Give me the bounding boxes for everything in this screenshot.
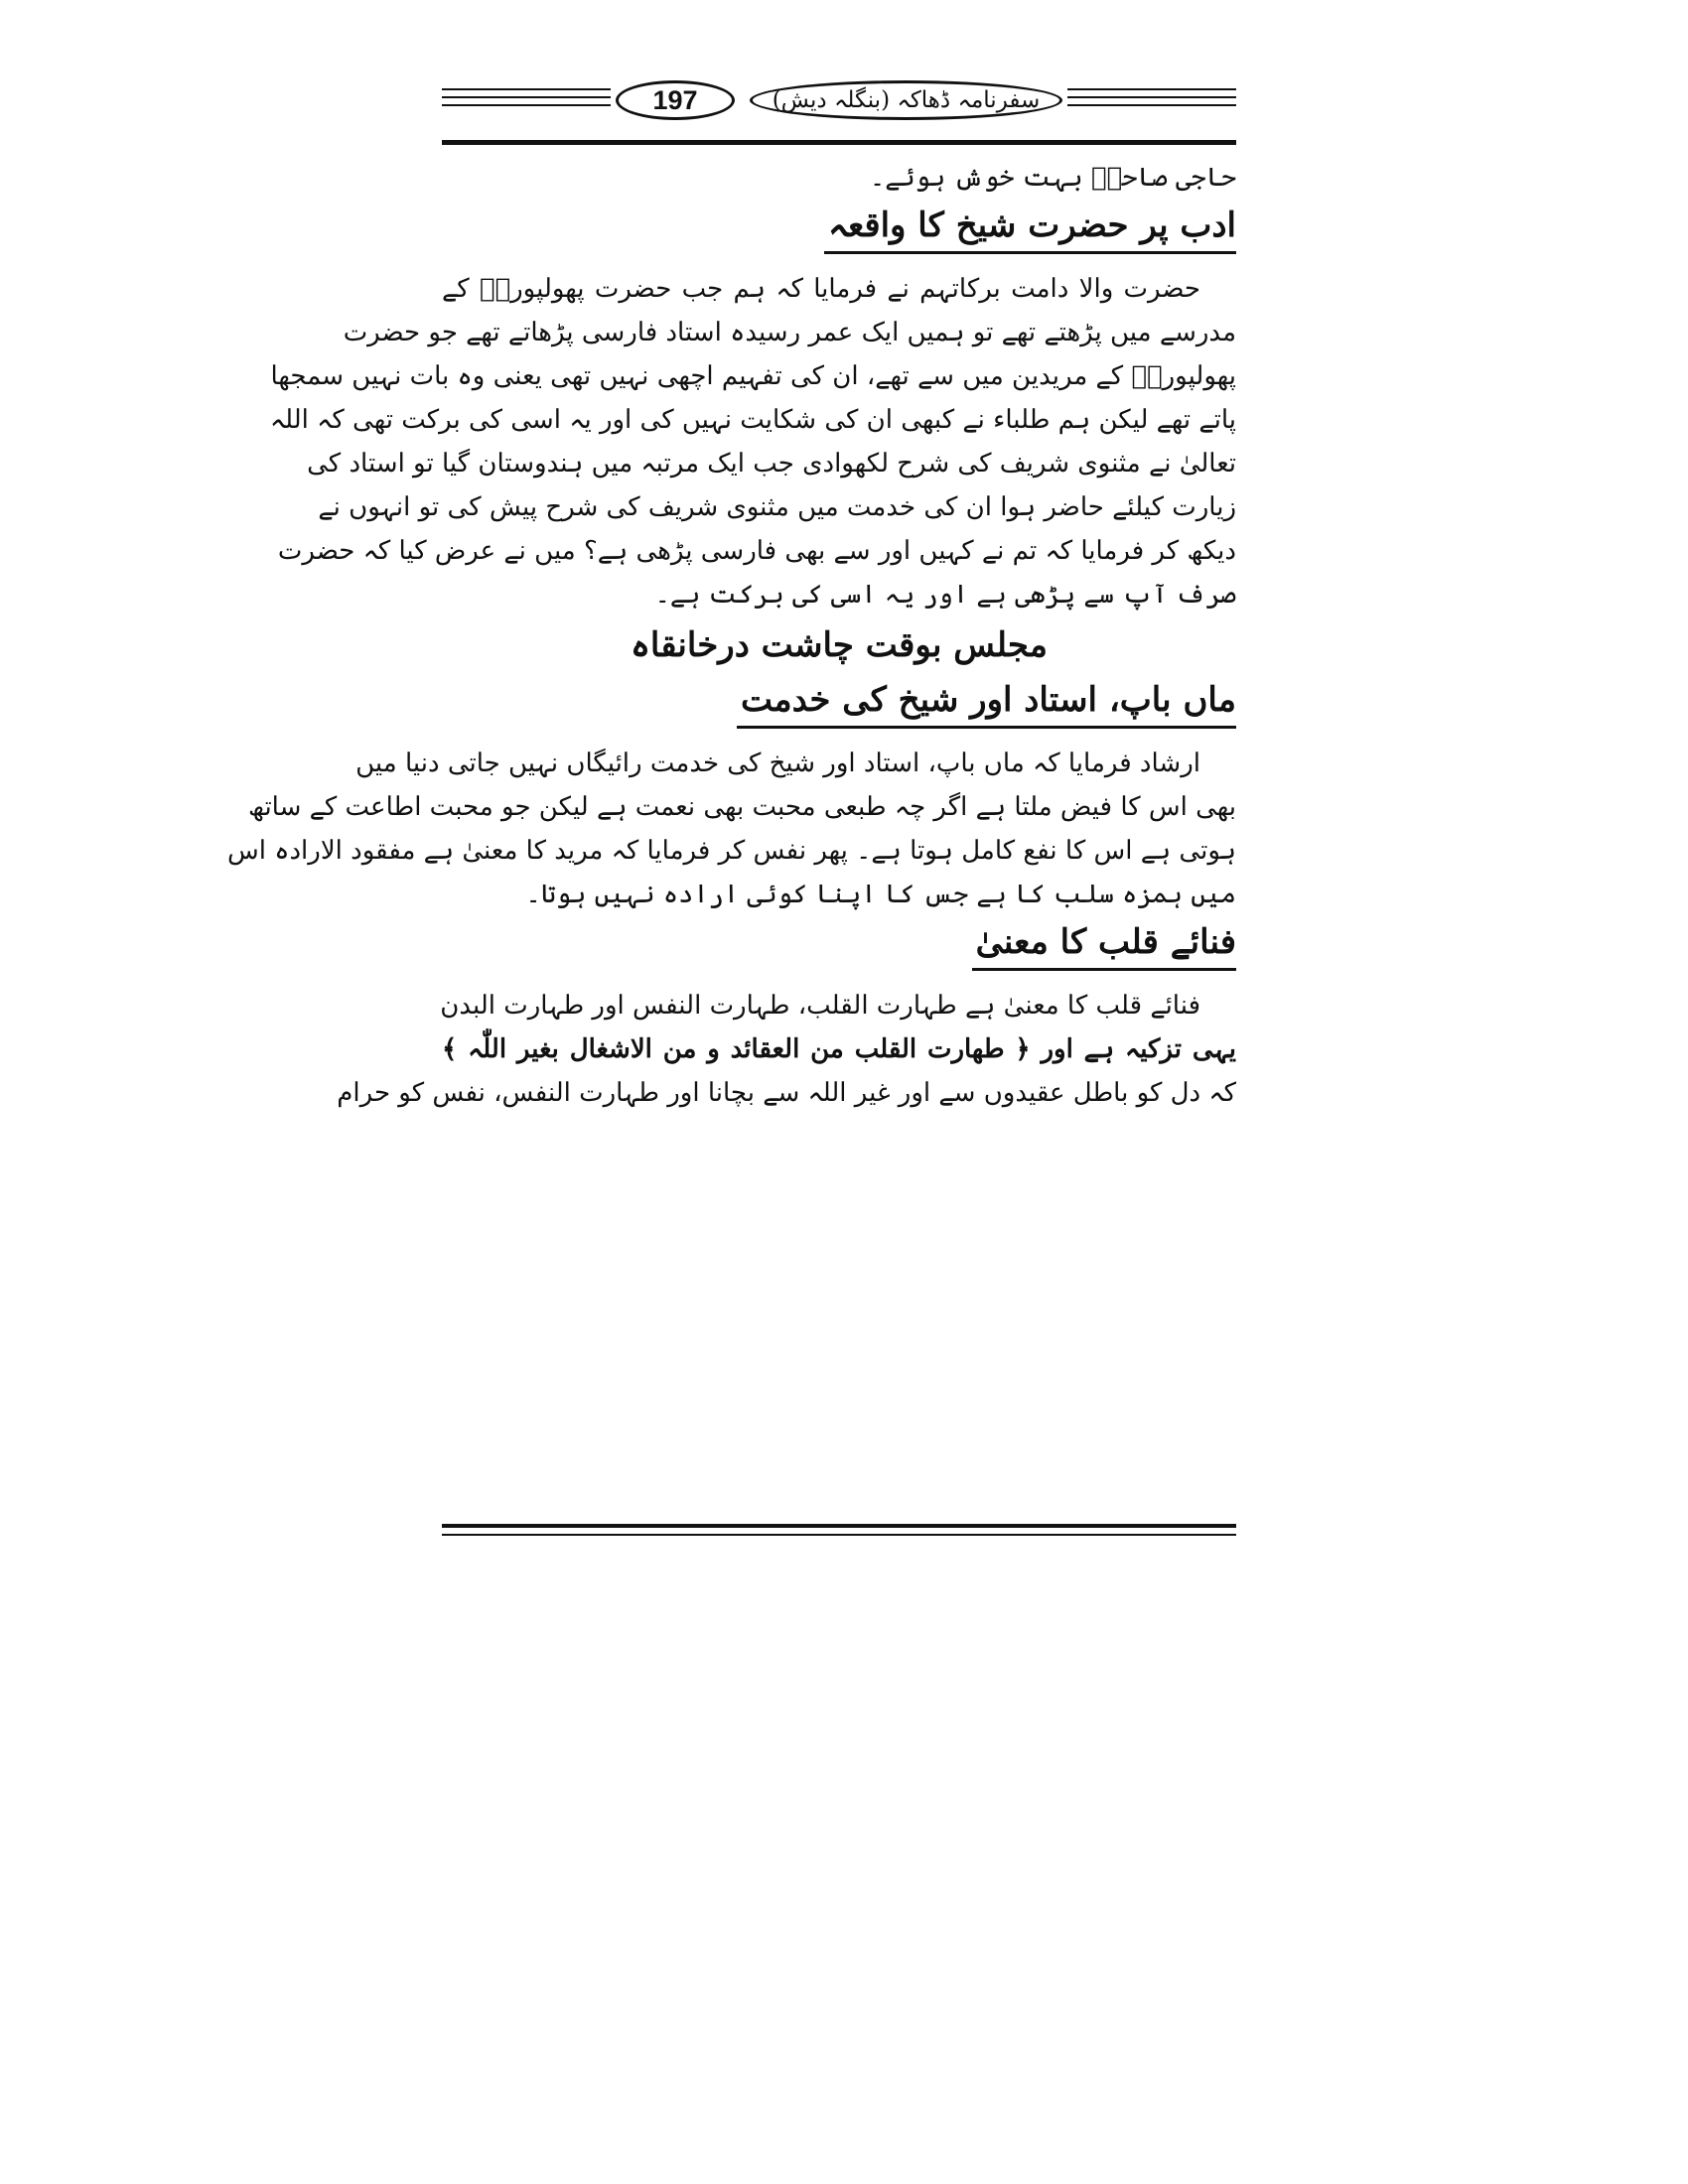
para-3-line-1: فنائے قلب کا معنیٰ ہے طہارت القلب، طہارت النفس اور طہارت البدن xyxy=(440,991,1200,1021)
heading-2-wrap xyxy=(442,674,1236,736)
para-3-line-2: یہی تزکیہ ہے اور ﴿ طھارت القلب من العقائد و من الاشغال بغیر اللّٰہ ﴾ xyxy=(442,1034,1236,1064)
para-1-line-8: صرف آپ سے پڑھی ہے اور یہ اسی کی برکت ہے۔ xyxy=(654,580,1236,610)
heading-3-wrap xyxy=(442,916,1236,978)
para-2-line-3: ہوتی ہے اس کا نفع کامل ہوتا ہے۔ پھر نفس کر فرمایا کہ مرید کا معنیٰ ہے مفقود الارادہ اس xyxy=(227,836,1236,866)
section-heading-adab: ادب پر حضرت شیخ کا واقعہ xyxy=(824,200,1236,254)
majlis-heading: مجلس بوقت چاشت درخانقاہ xyxy=(630,625,1049,665)
page-number: 197 xyxy=(616,80,735,120)
para-1-line-5: تعالیٰ نے مثنوی شریف کی شرح لکھوادی جب ایک مرتبہ میں ہندوستان گیا تو استاد کی xyxy=(307,449,1236,478)
page-header xyxy=(442,74,1236,148)
para-2-line-2: بھی اس کا فیض ملتا ہے اگر چہ طبعی محبت بھی نعمت ہے لیکن جو محبت اطاعت کے ساتھ xyxy=(248,792,1236,822)
book-page xyxy=(227,74,1236,1564)
para-1-line-7: دیکھ کر فرمایا کہ تم نے کہیں اور سے بھی فارسی پڑھی ہے؟ میں نے عرض کیا کہ حضرت xyxy=(277,536,1236,566)
header-rule-left-mid xyxy=(442,96,611,98)
intro-line: حاجی صاحبؒ بہت خوش ہوئے۔ xyxy=(870,163,1236,193)
para-1-line-4: پاتے تھے لیکن ہم طلباء نے کبھی ان کی شکایت نہیں کی اور یہ اسی کی برکت تھی کہ اللہ xyxy=(269,405,1236,435)
heading-1-wrap xyxy=(442,200,1236,261)
header-rule-right-bottom xyxy=(1067,104,1236,106)
page-content xyxy=(227,156,1236,1115)
header-rule-left-bottom xyxy=(442,104,611,106)
section-heading-fanaye-qalb: فنائے قلب کا معنیٰ xyxy=(972,916,1236,971)
para-2-line-4: میں ہمزہ سلب کا ہے جس کا اپنا کوئی ارادہ نہیں ہوتا۔ xyxy=(525,880,1236,909)
footer-rule-thick xyxy=(442,1524,1236,1528)
header-rule-right-top xyxy=(1067,88,1236,90)
para-3-line-3: کہ دل کو باطل عقیدوں سے اور غیر اللہ سے بچانا اور طہارت النفس، نفس کو حرام xyxy=(337,1078,1236,1108)
para-2-line-1: ارشاد فرمایا کہ ماں باپ، استاد اور شیخ کی خدمت رائیگاں نہیں جاتی دنیا میں xyxy=(355,749,1200,778)
running-title: سفرنامہ ڈھاکہ (بنگلہ دیش) xyxy=(750,80,1062,120)
para-1-line-6: زیارت کیلئے حاضر ہوا ان کی خدمت میں مثنوی شریف کی شرح پیش کی تو انہوں نے xyxy=(318,492,1236,522)
section-heading-khidmat: ماں باپ، استاد اور شیخ کی خدمت xyxy=(737,674,1236,729)
header-underline xyxy=(442,140,1236,145)
para-1-line-1: حضرت والا دامت برکاتہم نے فرمایا کہ ہم جب حضرت پھولپوریؒ کے xyxy=(442,274,1200,304)
header-rule-left-top xyxy=(442,88,611,90)
header-rule-right-mid xyxy=(1067,96,1236,98)
para-1-line-2: مدرسے میں پڑھتے تھے تو ہمیں ایک عمر رسیدہ استاد فارسی پڑھاتے تھے جو حضرت xyxy=(343,318,1236,347)
footer-rule-thin xyxy=(442,1534,1236,1536)
para-1-line-3: پھولپوریؒ کے مریدین میں سے تھے، ان کی تفہیم اچھی نہیں تھی یعنی وہ بات نہیں سمجھا xyxy=(270,361,1236,391)
